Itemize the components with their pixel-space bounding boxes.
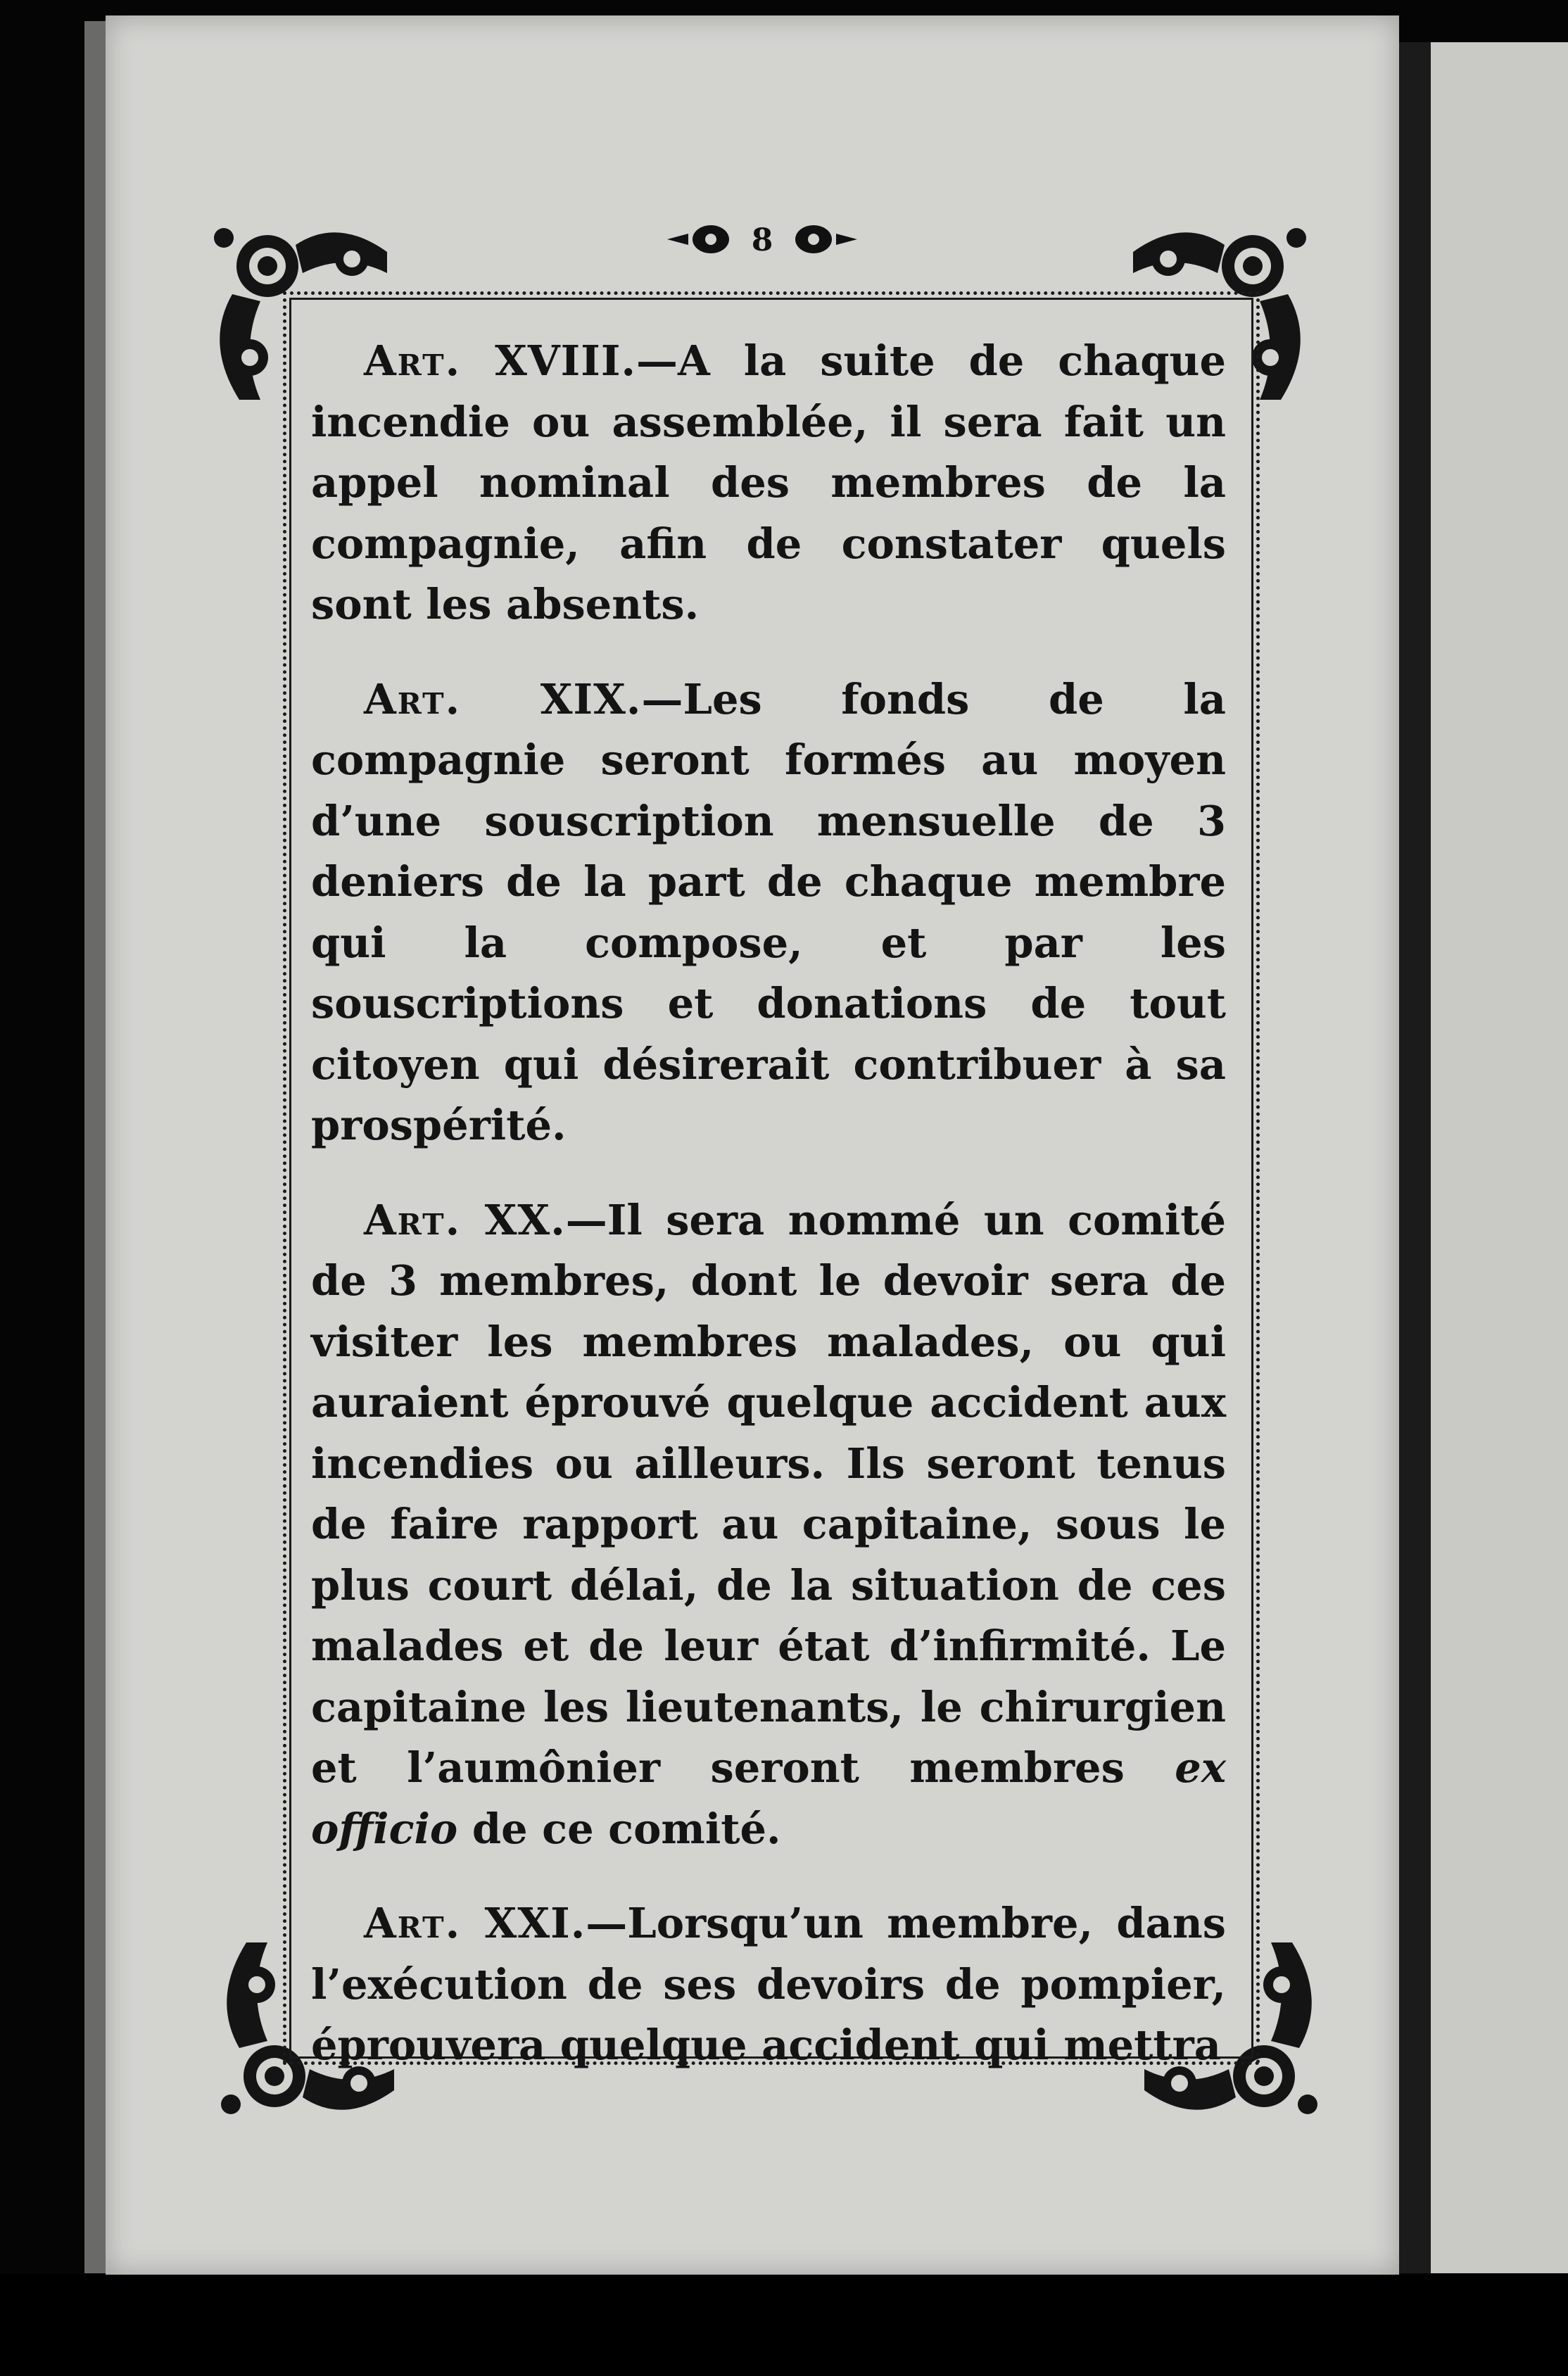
article-label: Art. — [364, 1195, 462, 1244]
article-text: —Lorsqu’un membre, dans l’exécution de ses devoirs de pompier, éprouvera quelque accident qui mettra — [311, 1899, 1226, 2069]
article-number: XX. — [484, 1195, 566, 1244]
article-number: XVIII. — [495, 336, 637, 385]
book-gutter — [1399, 42, 1431, 2273]
article-text: —Il sera nommé un comité de 3 membres, dont le devoir sera de visiter les membres malades, ou qui auraient éprouvé quelque accident aux incendies ou ailleurs. Ils seront tenus de faire rapport au capitaine, sous le plus court délai, de la situation de ces malades et de leur état d’infirmité. Le capitaine les lieutenants, le chirurgien et l’aumônier seront membres — [311, 1195, 1226, 1792]
article-number: XIX. — [540, 674, 642, 723]
article-xix — [311, 669, 1226, 1156]
page-number-ornament — [667, 220, 857, 259]
article-text: —Les fonds de la compagnie seront formés au moyen d’une souscription mensuelle de 3 deniers de la part de chaque membre qui la compose, et par les souscriptions et donations de tout citoyen qui désirerait contribuer à sa prospérité. — [311, 674, 1226, 1149]
article-label: Art. — [364, 1899, 462, 1947]
article-label: Art. — [364, 674, 462, 723]
article-number: XXI. — [484, 1899, 586, 1947]
article-xx — [311, 1190, 1226, 1860]
article-label: Art. — [364, 336, 462, 385]
article-text: —A la suite de chaque incendie ou assemblée, il sera fait un appel nominal des membres de la compagnie, afin de constater quels sont les absents. — [311, 336, 1226, 628]
page-number: 8 — [751, 222, 773, 258]
adjacent-page-edge — [1431, 42, 1568, 2273]
body-text — [311, 331, 1226, 2110]
italic-phrase: ex officio — [311, 1743, 1226, 1853]
scan-background — [0, 2275, 1568, 2376]
article-xxi — [311, 1893, 1226, 2076]
article-text-end: de ce comité. — [472, 1804, 781, 1853]
article-xviii — [311, 331, 1226, 636]
